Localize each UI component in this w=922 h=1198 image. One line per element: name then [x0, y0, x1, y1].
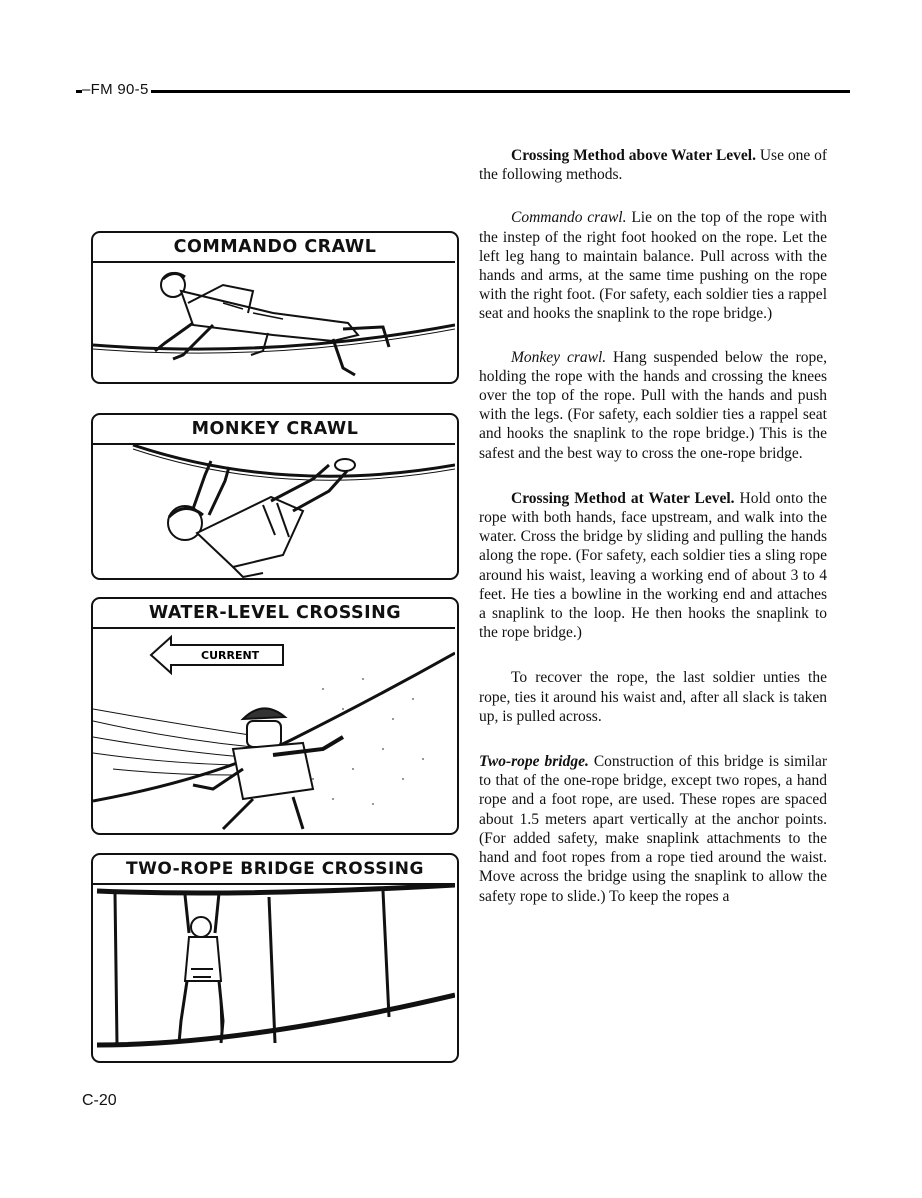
figure-monkey-crawl — [91, 413, 459, 580]
figure-title: WATER-LEVEL CROSSING — [148, 603, 402, 623]
figure-title: COMMANDO CRAWL — [173, 237, 377, 257]
paragraph-two-rope-bridge: Two-rope bridge. Construction of this bridge is similar to that of the one-rope bridge, except two ropes, a hand rope and a foot rope, are used. These ropes are spaced about 1.5 meters apart vertically at the anchor points. (For added safety, make snaplink attachments to the hand and foot ropes from a rope tied around the waist. Move across the bridge using the snaplink to allow the safety rope to slide.) To keep the ropes a — [479, 753, 827, 905]
water-level-crossing-illustration — [93, 629, 455, 833]
figure-two-rope-bridge — [91, 853, 459, 1063]
paragraph-above-water: Crossing Method above Water Level. Use one of the following methods. — [479, 147, 828, 184]
paragraph-commando-crawl: Commando crawl. Lie on the top of the rope with the instep of the right foot hooked on the rope. Let the left leg hang to maintain balance. Pull across with the hands and arms, at the same time pushing on the rope with the right foot. (For safety, each soldier ties a rappel seat and hooks the snaplink to the rope bridge.) — [479, 209, 827, 323]
body-text-column — [479, 146, 827, 906]
figure-title: MONKEY CRAWL — [191, 419, 359, 439]
running-header: –FM 90-5 — [82, 81, 149, 98]
paragraph-recover-rope: To recover the rope, the last soldier unties the rope, ties it around his waist and, after all slack is taken up, is pulled across. — [479, 669, 827, 725]
paragraph-monkey-crawl: Monkey crawl. Hang suspended below the rope, holding the rope with the hands and crossing the knees over the top of the rope. Pull with the hands and push with the legs. (For safety, each soldier ties a rappel seat and hooks the snaplink to the rope bridge.) This is the safest and the best way to cross the one-rope bridge. — [479, 348, 827, 462]
figure-title: TWO-ROPE BRIDGE CROSSING — [126, 859, 424, 879]
commando-crawl-illustration — [93, 263, 455, 382]
current-arrow-icon — [151, 637, 283, 673]
paragraph-water-level: Crossing Method at Water Level. Hold onto the rope with both hands, face upstream, and walk into the water. Cross the bridge by sliding and pulling the hands along the rope. (For safety, each soldier ties a sling rope around his waist, leaving a working end of about 3 to 4 feet. He ties a bowline in the working end and attaches a snaplink to the loop. He then hooks the snaplink to the rope bridge.) — [479, 489, 827, 642]
figure-water-level-crossing — [91, 597, 459, 835]
current-label: CURRENT — [201, 649, 260, 662]
figure-commando-crawl — [91, 231, 459, 384]
two-rope-bridge-illustration — [93, 885, 455, 1061]
monkey-crawl-illustration — [93, 445, 455, 578]
page-number: C-20 — [82, 1092, 117, 1109]
header-rule — [76, 90, 850, 93]
